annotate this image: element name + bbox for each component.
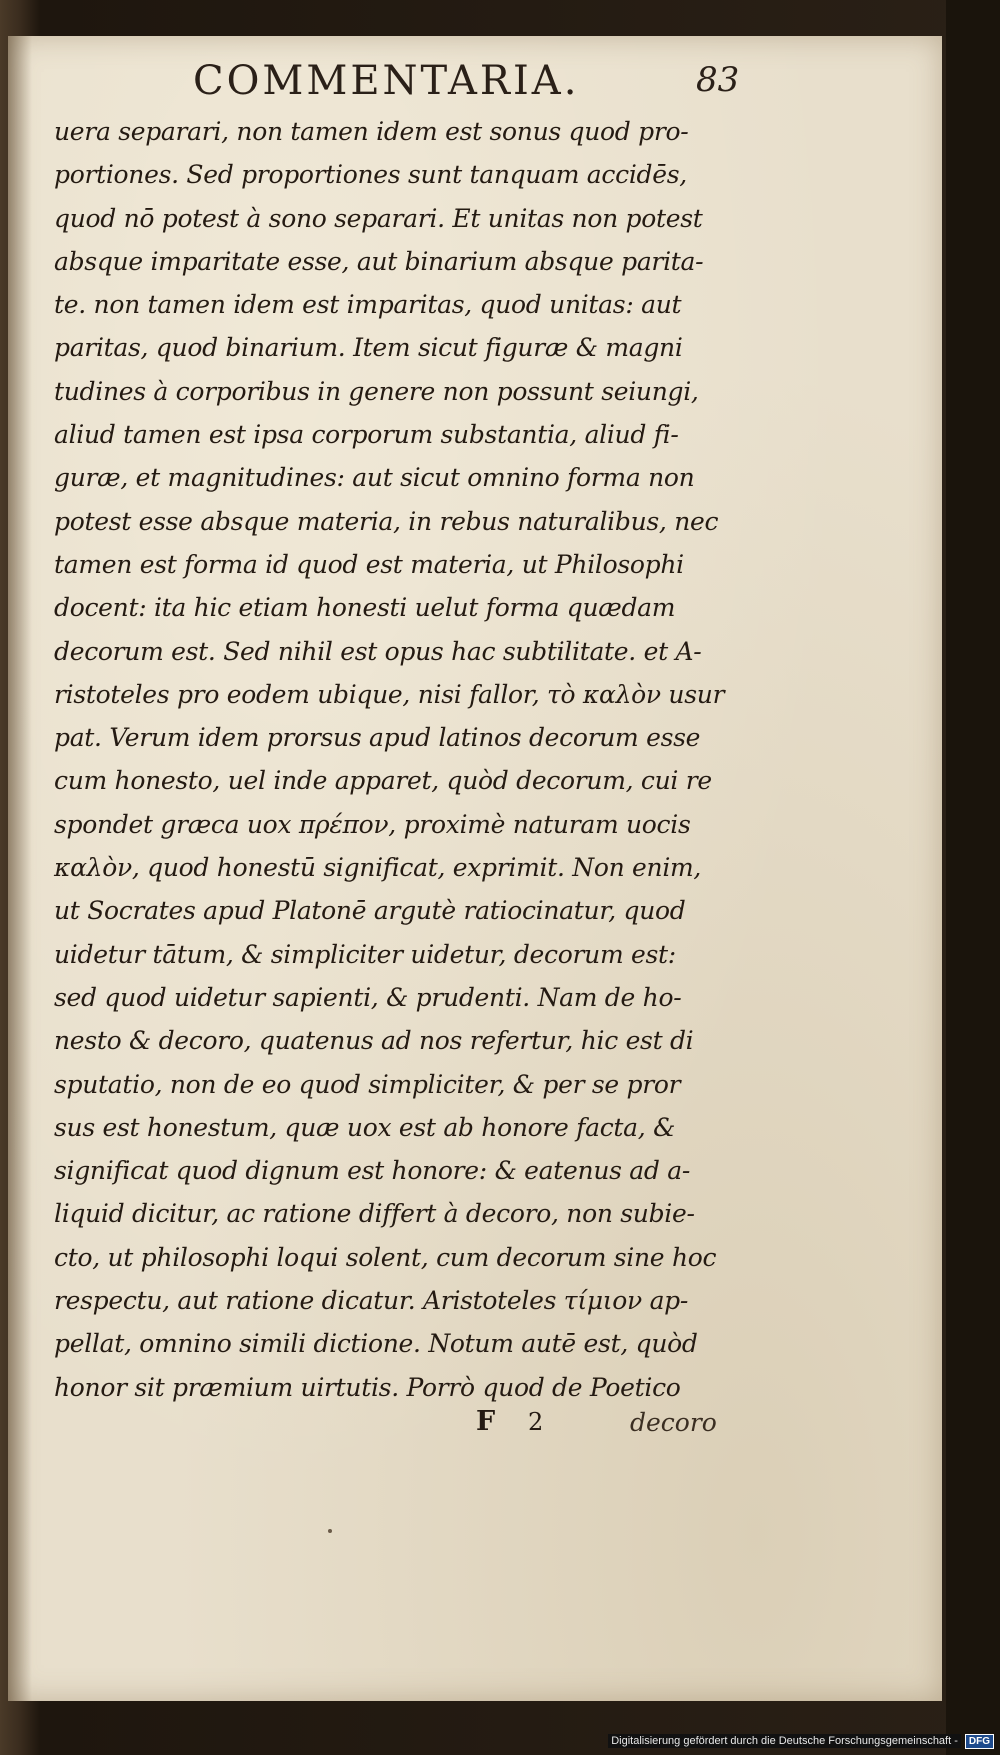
text-line: cum honesto, uel inde apparet, quòd decorum, cui re: [54, 766, 712, 796]
text-line: ristoteles pro eodem ubique, nisi fallor, τὸ καλὸν usur: [54, 679, 725, 709]
text-line: docent: ita hic etiam honesti uelut forma quædam: [54, 593, 676, 623]
text-line: decorum est. Sed nihil est opus hac subtilitate. et A-: [54, 636, 702, 666]
digitization-footer: [608, 1731, 994, 1751]
text-line: cto, ut philosophi loqui solent, cum decorum sine hoc: [54, 1242, 717, 1272]
text-line: καλὸν, quod honestū significat, exprimit. Non enim,: [54, 853, 702, 883]
body-text: [54, 110, 746, 1409]
running-title: COMMENTARIA.: [193, 58, 580, 104]
text-line: aliud tamen est ipsa corporum substantia, aliud fi-: [54, 420, 679, 450]
text-line: liquid dicitur, ac ratione differt à decoro, non subie-: [54, 1199, 695, 1229]
catchword: decoro: [630, 1408, 717, 1437]
paper-speck: [328, 1529, 332, 1533]
text-line: pat. Verum idem prorsus apud latinos decorum esse: [54, 723, 701, 753]
text-line: honor sit præmium uirtutis. Porrò quod de Poetico: [54, 1372, 681, 1402]
text-line: guræ, et magnitudines: aut sicut omnino forma non: [54, 463, 695, 493]
signature-line: [8, 1406, 942, 1446]
text-line: sus est honestum, quæ uox est ab honore facta, &: [54, 1112, 676, 1142]
text-line: ut Socrates apud Platonē argutè ratiocinatur, quod: [54, 896, 686, 926]
folio-number: 83: [696, 60, 740, 100]
scan-dark-edge: [946, 0, 1000, 1755]
signature-number: 2: [528, 1408, 544, 1436]
text-line: te. non tamen idem est imparitas, quod unitas: aut: [54, 290, 682, 320]
text-line: uidetur tātum, & simpliciter uidetur, decorum est:: [54, 939, 676, 969]
page-header: [8, 56, 942, 116]
dfg-logo-icon: DFG: [965, 1734, 994, 1749]
page-gutter-shadow: [8, 36, 32, 1701]
text-line: tamen est forma id quod est materia, ut Philosophi: [54, 549, 684, 579]
text-line: nesto & decoro, quatenus ad nos refertur, hic est di: [54, 1026, 694, 1056]
text-line: portiones. Sed proportiones sunt tanquam accidēs,: [54, 160, 687, 190]
text-line: spondet græca uox πρέπον, proximè naturam uocis: [54, 809, 691, 839]
text-line: tudines à corporibus in genere non possunt seiungi,: [54, 376, 699, 406]
text-line: quod nō potest à sono separari. Et unitas non potest: [54, 203, 703, 233]
text-line: potest esse absque materia, in rebus naturalibus, nec: [54, 506, 719, 536]
text-line: absque imparitate esse, aut binarium absque parita-: [54, 246, 704, 276]
text-line: sed quod uidetur sapienti, & prudenti. Nam de ho-: [54, 982, 682, 1012]
text-line: paritas, quod binarium. Item sicut figuræ & magni: [54, 333, 683, 363]
signature-mark: F: [476, 1406, 496, 1437]
text-line: significat quod dignum est honore: & eatenus ad a-: [54, 1156, 691, 1186]
text-line: uera separari, non tamen idem est sonus quod pro-: [54, 117, 689, 146]
text-line: respectu, aut ratione dicatur. Aristoteles τίμιον ap-: [54, 1286, 689, 1316]
text-line: sputatio, non de eo quod simpliciter, & per se pror: [54, 1069, 681, 1099]
digitization-credit: Digitalisierung gefördert durch die Deutsche Forschungsgemeinschaft -: [608, 1734, 961, 1748]
text-line: pellat, omnino simili dictione. Notum autē est, quòd: [54, 1329, 698, 1359]
book-page: [8, 36, 942, 1701]
